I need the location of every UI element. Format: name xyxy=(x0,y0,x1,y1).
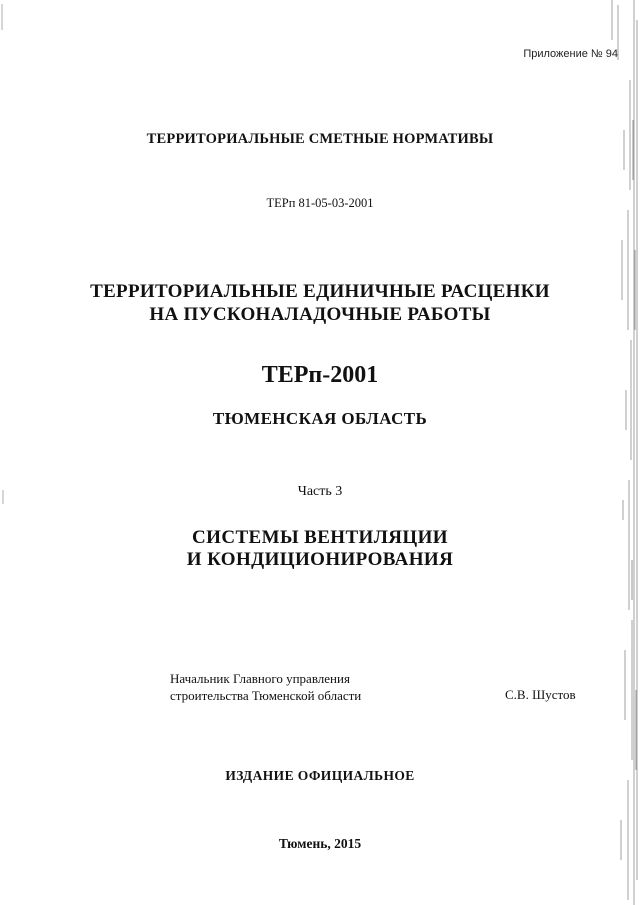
section-title-line-1: СИСТЕМЫ ВЕНТИЛЯЦИИ xyxy=(192,527,448,548)
appendix-label: Приложение № 94 xyxy=(523,48,618,60)
main-title xyxy=(0,280,640,326)
signatory-name: С.В. Шустов xyxy=(505,687,576,702)
signatory-position xyxy=(170,670,361,704)
document-code: ТЕРп 81-05-03-2001 xyxy=(266,196,374,210)
city-year: Тюмень, 2015 xyxy=(278,836,362,851)
section-title xyxy=(0,527,640,571)
region-name: ТЮМЕНСКАЯ ОБЛАСТЬ xyxy=(212,409,428,428)
header-title: ТЕРРИТОРИАЛЬНЫЕ СМЕТНЫЕ НОРМАТИВЫ xyxy=(146,131,494,147)
part-number: Часть 3 xyxy=(297,484,343,499)
standard-code: ТЕРп-2001 xyxy=(261,362,379,388)
scan-edge-artifact xyxy=(604,0,640,905)
main-title-line-1: ТЕРРИТОРИАЛЬНЫЕ ЕДИНИЧНЫЕ РАСЦЕНКИ xyxy=(90,281,550,302)
signatory-position-line-2: строительства Тюменской области xyxy=(170,688,362,703)
section-title-line-2: И КОНДИЦИОНИРОВАНИЯ xyxy=(186,549,454,570)
main-title-line-2: НА ПУСКОНАЛАДОЧНЫЕ РАБОТЫ xyxy=(149,304,491,325)
scan-left-mark-middle xyxy=(0,488,8,506)
signatory-position-line-1: Начальник Главного управления xyxy=(170,671,350,686)
scan-left-mark-top xyxy=(0,2,6,32)
edition-label: ИЗДАНИЕ ОФИЦИАЛЬНОЕ xyxy=(225,768,415,783)
